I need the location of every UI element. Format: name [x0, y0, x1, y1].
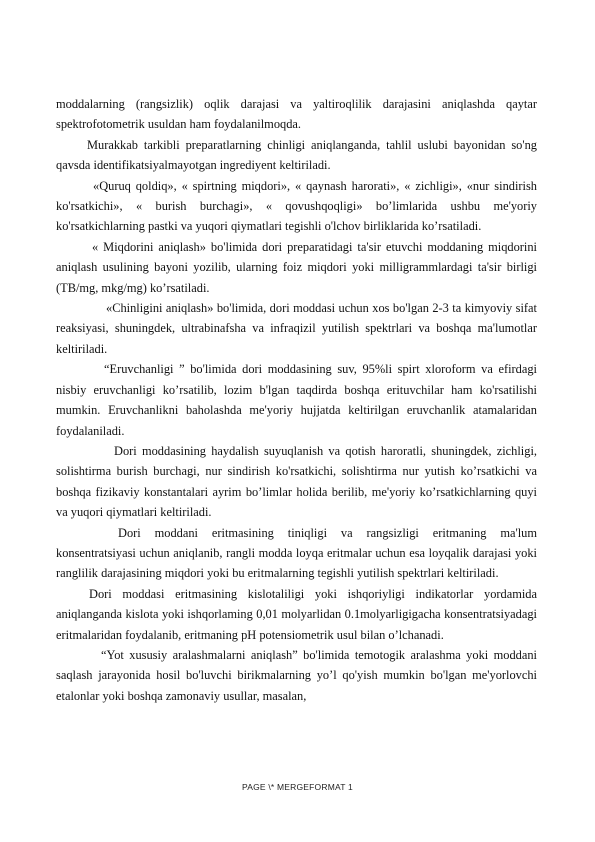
paragraph-3: «Quruq qoldiq», « spirtning miqdori», « qaynash harorati», « zichligi», «nur sindirish ko'rsatkichi», « burish burchagi», « qovushqoqligi» bo’limlarida ushbu me'yoriy ko'rsatkichlarning pastki va yuqori qiymatlari tegishli o'lchov birliklarida ko’rsatiladi. — [56, 178, 537, 234]
paragraph-9: Dori moddasi eritmasining kislotaliligi yoki ishqoriyligi indikatorlar yordamida aniqlanganda kislota yoki ishqorlaming 0,01 molyarlidan 0.1molyarligigacha konsentratsiyadagi eritmalaridan foydalanib, eritmaning pH potensiometrik usul bilan o’lchanadi. — [56, 586, 537, 642]
page-footer: PAGE \* MERGEFORMAT 1 — [242, 782, 353, 792]
document-body — [56, 94, 537, 706]
paragraph-7: Dori moddasining haydalish suyuqlanish va qotish haroratli, shuningdek, zichligi, solishtirma burish burchagi, nur sindirish ko'rsatkichi, solishtirma nur yutish ko’rsatkichi va boshqa fizikaviy konstantalari ayrim bo’limlar holida berilib, me'yoriy ko’rsatkichlarning quyi va yuqori qiymatlari keltiriladi. — [56, 443, 537, 520]
paragraph-2: Murakkab tarkibli preparatlarning chinligi aniqlanganda, tahlil uslubi bayonidan so'ng qavsda identifikatsiyalmayotgan ingrediyent keltiriladi. — [56, 137, 537, 173]
paragraph-5: «Chinligini aniqlash» bo'limida, dori moddasi uchun xos bo'lgan 2-3 ta kimyoviy sifat reaksiyasi, shuningdek, ultrabinafsha va infraqizil yutilish spektrlari va boshqa ma'lumotlar keltiriladi. — [56, 301, 537, 356]
paragraph-10: “Yot xususiy aralashmalarni aniqlash” bo'limida temotogik aralashma yoki moddani saqlash jarayonida hosil bo'luvchi birikmalarning yo’l qo'yish mumkin bo'lgan me'yorlovchi etalonlar yoki boshqa zamonaviy usullar, masalan, — [56, 647, 537, 703]
paragraph-6: “Eruvchanligi ” bo'limida dori moddasining suv, 95%li spirt xloroform va efirdagi nisbiy eruvchanligi ko’rsatilib, lozim b'lgan taqdirda boshqa erituvchilar ham ko'rsatilishi mumkin. Eruvchanlikni baholashda me'yoriy hujjatda keltirilgan eruvchanlik atamalaridan foydalaniladi. — [56, 362, 537, 438]
paragraph-8: Dori moddani eritmasining tiniqligi va rangsizligi eritmaning ma'lum konsentratsiyasi uchun aniqlanib, rangli modda loyqa eritmalar uchun esa loyqalik darajasi yoki ranglilik darajasining miqdori yoki bu eritmalarning tegishli yutilish spektrlari keltiriladi. — [56, 525, 537, 581]
paragraph-1: moddalarning (rangsizlik) oqlik darajasi va yaltiroqlilik darajasini aniqlashda qaytar spektrofotometrik usuldan ham foydalanilmoqda. — [56, 97, 537, 132]
paragraph-4: « Miqdorini aniqlash» bo'limida dori preparatidagi ta'sir etuvchi moddaning miqdorini aniqlash usulining bayoni yozilib, ularning foiz miqdori yoki milligrammlardagi ta'sir birligi (TB/mg, mkg/mg) ko’rsatiladi. — [56, 239, 537, 295]
